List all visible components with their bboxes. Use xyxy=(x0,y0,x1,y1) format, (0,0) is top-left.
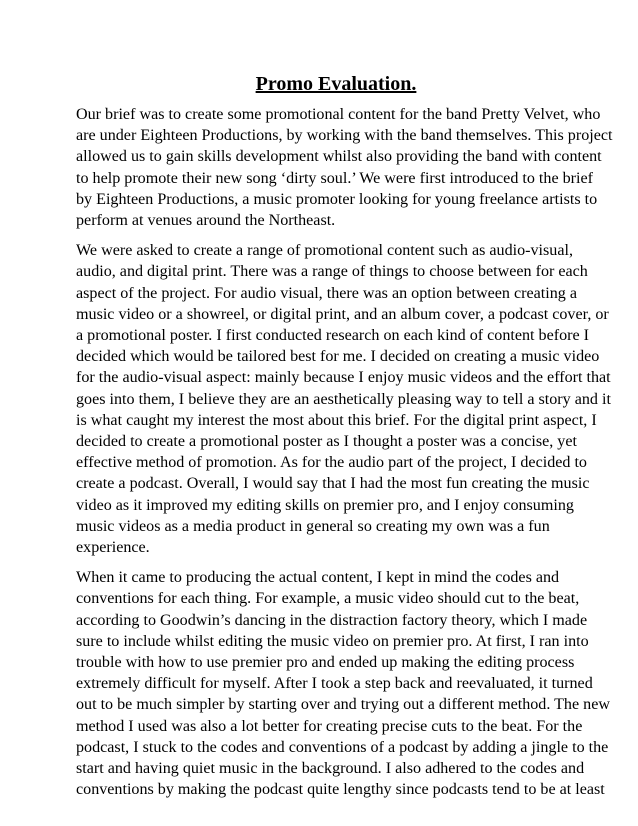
text-line: decided to create a promotional poster as I thought a poster was a concise, yet xyxy=(76,433,577,451)
text-line: sure to include whilst editing the music video on premier pro. At first, I ran into xyxy=(76,632,589,650)
text-line: conventions by making the podcast quite lengthy since podcasts tend to be at least xyxy=(76,781,605,799)
paragraph-content-choices xyxy=(76,240,611,558)
paragraph-production xyxy=(76,567,610,800)
text-line: music video or a showreel, or digital print, and an album cover, a podcast cover, or xyxy=(76,305,609,323)
text-line: aspect of the project. For audio visual, there was an option between creating a xyxy=(76,284,577,302)
text-line: a promotional poster. I first conducted research on each kind of content before I xyxy=(76,327,590,345)
text-line: trouble with how to use premier pro and ended up making the editing process xyxy=(76,654,575,672)
text-line: to help promote their new song ‘dirty soul.’ We were first introduced to the brief xyxy=(76,169,593,187)
text-line: music videos as a media product in general so creating my own was a fun xyxy=(76,517,550,535)
text-line: conventions for each thing. For example, a music video should cut to the beat, xyxy=(76,590,580,608)
text-line: extremely difficult for myself. After I took a step back and reevaluated, it turned xyxy=(76,675,593,693)
text-line: allowed us to gain skills development whilst also providing the band with content xyxy=(76,148,602,166)
text-line: by Eighteen Productions, a music promoter looking for young freelance artists to xyxy=(76,190,598,208)
text-line: for the audio-visual aspect: mainly because I enjoy music videos and the effort that xyxy=(76,369,611,387)
text-line: start and having quiet music in the background. I also adhered to the codes and xyxy=(76,760,585,778)
text-line: Our brief was to create some promotional content for the band Pretty Velvet, who xyxy=(76,106,601,123)
text-line: When it came to producing the actual content, I kept in mind the codes and xyxy=(76,569,560,587)
text-line: goes into them, I believe they are an aesthetically pleasing way to tell a story and it xyxy=(76,390,611,408)
text-line: We were asked to create a range of promotional content such as audio-visual, xyxy=(76,242,573,260)
text-line: audio, and digital print. There was a range of things to choose between for each xyxy=(76,263,588,281)
text-line: method I used was also a lot better for creating precise cuts to the beat. For the xyxy=(76,717,583,735)
text-line: is what caught my interest the most about this brief. For the digital print aspect, I xyxy=(76,411,597,429)
text-line: are under Eighteen Productions, by working with the band themselves. This project xyxy=(76,127,613,145)
document-title: Promo Evaluation. xyxy=(255,73,417,95)
text-line: out to be much simpler by starting over and trying out a different method. The new xyxy=(76,696,610,714)
text-line: create a podcast. Overall, I would say that I had the most fun creating the music xyxy=(76,475,590,493)
paragraph-brief xyxy=(76,104,613,231)
text-line: effective method of promotion. As for the audio part of the project, I decided to xyxy=(76,454,587,472)
text-line: video as it improved my editing skills on premier pro, and I enjoy consuming xyxy=(76,496,574,514)
text-line: perform at venues around the Northeast. xyxy=(76,212,336,230)
text-line: decided which would be tailored best for me. I decided on creating a music video xyxy=(76,348,600,366)
text-line: podcast, I stuck to the codes and conventions of a podcast by adding a jingle to the xyxy=(76,738,609,756)
text-line: according to Goodwin’s dancing in the distraction factory theory, which I made xyxy=(76,611,588,629)
text-line: experience. xyxy=(76,539,150,557)
